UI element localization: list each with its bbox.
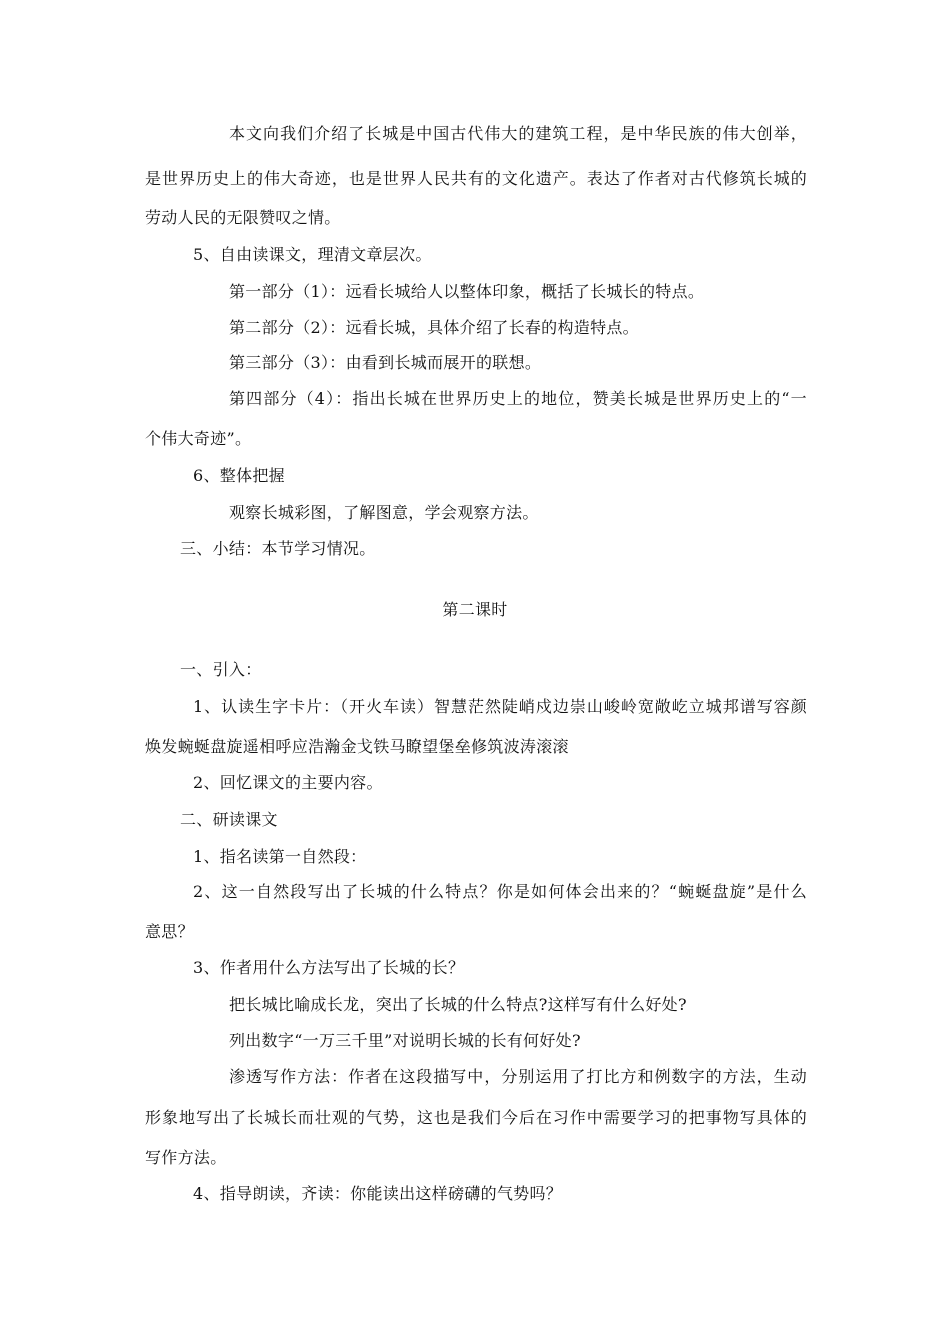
step-5-heading: 5、自由读课文，理清文章层次。 xyxy=(193,245,432,264)
vocab-card-line-2: 焕发蜿蜒盘旋遥相呼应浩瀚金戈铁马瞭望堡垒修筑波涛滚滚 xyxy=(145,737,569,756)
step-6-heading: 6、整体把握 xyxy=(193,466,285,485)
study-step-3-point-1: 把长城比喻成长龙，突出了长城的什么特点?这样写有什么好处? xyxy=(229,995,687,1014)
study-step-3: 3、作者用什么方法写出了长城的长？ xyxy=(193,958,465,977)
paragraph-summary-line-1: 本文向我们介绍了长城是中国古代伟大的建筑工程，是中华民族的伟大创举， xyxy=(229,124,807,143)
writing-method-line-1: 渗透写作方法：作者在这段描写中，分别运用了打比方和例数字的方法，生动 xyxy=(229,1067,807,1086)
study-step-2-line-1: 2、这一自然段写出了长城的什么特点？你是如何体会出来的？“蜿蜒盘旋”是什么 xyxy=(193,882,807,901)
section-title: 第二课时 xyxy=(442,600,508,619)
writing-method-line-2: 形象地写出了长城长而壮观的气势，这也是我们今后在习作中需要学习的把事物写具体的 xyxy=(145,1108,807,1127)
study-step-3-point-2: 列出数字“一万三千里”对说明长城的长有何好处? xyxy=(229,1031,581,1050)
paragraph-summary-line-3: 劳动人民的无限赞叹之情。 xyxy=(145,208,341,227)
vocab-card-line-1: 1、认读生字卡片：（开火车读）智慧茫然陡峭戍边崇山峻岭宽敞屹立城邦谱写容颜 xyxy=(193,697,807,716)
study-heading: 二、研读课文 xyxy=(180,810,278,829)
step-6-text: 观察长城彩图，了解图意，学会观察方法。 xyxy=(229,503,539,522)
part-1-text: 第一部分（1）：远看长城给人以整体印象，概括了长城长的特点。 xyxy=(229,282,705,301)
study-step-2-line-2: 意思？ xyxy=(145,922,194,941)
summary-heading: 三、小结：本节学习情况。 xyxy=(180,539,376,558)
part-3-text: 第三部分（3）：由看到长城而展开的联想。 xyxy=(229,353,542,372)
paragraph-summary-line-2: 是世界历史上的伟大奇迹，也是世界人民共有的文化遗产。表达了作者对古代修筑长城的 xyxy=(145,169,807,188)
recall-text: 2、回忆课文的主要内容。 xyxy=(193,773,383,792)
part-4-text-line-1: 第四部分（4）：指出长城在世界历史上的地位，赞美长城是世界历史上的“一 xyxy=(229,389,807,408)
study-step-4: 4、指导朗读，齐读：你能读出这样磅礴的气势吗？ xyxy=(193,1184,563,1203)
intro-heading: 一、引入： xyxy=(180,660,262,679)
part-2-text: 第二部分（2）：远看长城，具体介绍了长春的构造特点。 xyxy=(229,318,639,337)
part-4-text-line-2: 个伟大奇迹”。 xyxy=(145,429,252,448)
writing-method-line-3: 写作方法。 xyxy=(145,1148,227,1167)
study-step-1: 1、指名读第一自然段： xyxy=(193,847,367,866)
